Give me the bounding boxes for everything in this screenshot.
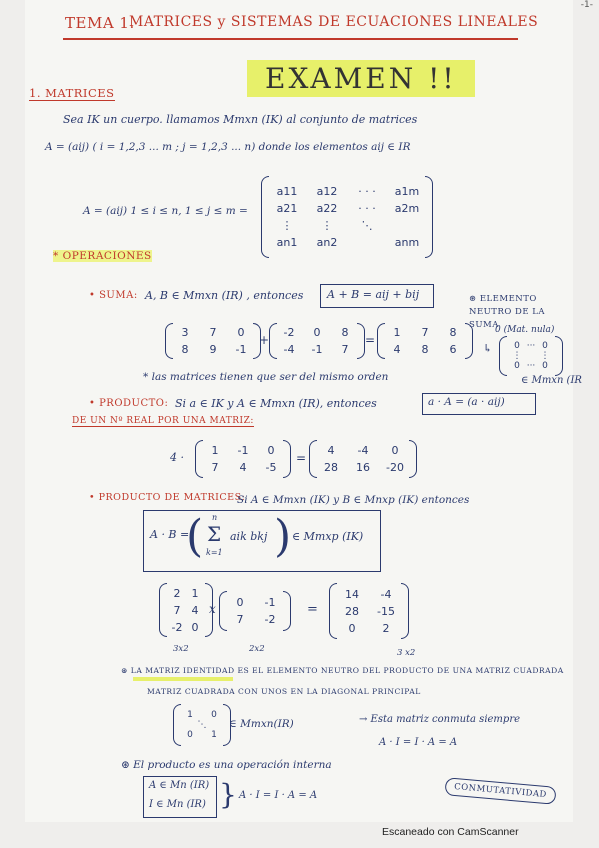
- page-number: -1-: [580, 0, 593, 10]
- producto-sub: DE UN Nº REAL POR UNA MATRIZ:: [72, 416, 254, 426]
- exam-badge: EXAMEN !!: [247, 60, 475, 97]
- matrix-cell: 0: [542, 361, 548, 371]
- dim-label-3: 3 x2: [397, 648, 416, 658]
- paren-close: ): [274, 511, 292, 562]
- scanner-footer: Escaneado con CamScanner: [382, 826, 519, 838]
- interna-line: ⊛ El producto es una operación interna: [121, 759, 332, 771]
- matrix-cell: -20: [386, 461, 404, 474]
- pm-matrix-1: [159, 583, 213, 637]
- matrix-cell: 8: [341, 326, 349, 339]
- matrix-cell: anm: [394, 236, 420, 249]
- matrix-cell: a21: [276, 202, 298, 215]
- matrix-cell: 4: [393, 343, 401, 356]
- matrix-cell: 28: [324, 461, 338, 474]
- equals-sign-3: =: [307, 602, 318, 617]
- matrix-cell: ⋮: [540, 351, 550, 361]
- interna-result: A · I = I · A = A: [239, 790, 318, 801]
- producto-matrix: [195, 440, 291, 478]
- matrix-cell: 0: [348, 621, 356, 635]
- pm-matrix-2-grid: [227, 596, 283, 626]
- pm-matrix-2: [219, 591, 291, 631]
- conmutatividad-tag: CONMUTATIVIDAD: [444, 777, 556, 805]
- page-title: MATRICES y SISTEMAS DE ECUACIONES LINEALES: [129, 14, 539, 30]
- matrix-cell: 28: [345, 604, 359, 618]
- sum-bottom: k=1: [206, 548, 223, 557]
- title-underline: [63, 38, 518, 40]
- matrix-cell: 0: [313, 326, 321, 339]
- suma-label: • SUMA:: [89, 290, 138, 301]
- matrix-cell: 7: [236, 613, 244, 626]
- matrix-cell: 0: [267, 444, 275, 457]
- matrix-cell: -2: [264, 613, 276, 626]
- matrix-cell: 0: [237, 326, 245, 339]
- suma-matrix-2: [269, 323, 365, 359]
- identidad-line-1: ⊛ LA MATRIZ IDENTIDAD ES EL ELEMENTO NEUTRO DEL PRODUCTO DE UNA MATRIZ CUADRADA: [121, 666, 564, 675]
- matrix-cell: 0: [542, 341, 548, 351]
- matrix-cell: 0: [391, 444, 399, 457]
- matrix-cell: 4: [239, 461, 247, 474]
- matrix-cell: -1: [264, 596, 276, 609]
- matrix-cell: 16: [356, 461, 370, 474]
- matrix-cell: 0: [514, 341, 520, 351]
- suma-formula-box: [320, 284, 434, 308]
- matrix-cell: 8: [449, 326, 457, 339]
- matrix-cell: · · ·: [358, 185, 376, 198]
- identity-matrix-grid: [181, 710, 223, 740]
- identity-note: → Esta matriz conmuta siempre: [359, 714, 521, 725]
- identidad-line-2: MATRIZ CUADRADA CON UNOS EN LA DIAGONAL PRINCIPAL: [147, 687, 421, 696]
- suma-result-matrix: [377, 323, 473, 359]
- sum-body: aik bkj: [230, 530, 268, 543]
- matrix-cell: 1: [211, 444, 219, 457]
- matrix-cell: 0: [236, 596, 244, 609]
- matrix-cell: -15: [377, 604, 395, 618]
- matrix-cell: -1: [237, 444, 249, 457]
- matrix-cell: [525, 351, 537, 361]
- matrix-cell: 7: [209, 326, 217, 339]
- pm-result-matrix: [329, 583, 409, 639]
- matrix-cell: ⋮: [512, 351, 522, 361]
- dim-label-1: 3x2: [173, 644, 189, 654]
- matrix-cell: [209, 720, 219, 730]
- matrix-cell: a22: [316, 202, 338, 215]
- matrix-cell: -4: [283, 343, 295, 356]
- formula-rhs: ∈ Mmxp (IK): [292, 530, 364, 543]
- producto-matrices-label: • PRODUCTO DE MATRICES:: [89, 492, 246, 503]
- equals-sign: =: [365, 333, 376, 347]
- matrix-cell: [185, 720, 195, 730]
- matrix-cell: 1: [191, 586, 199, 600]
- suma-text: A, B ∈ Mmxn (IR) , entonces: [145, 289, 304, 302]
- matrix-cell: 4: [191, 603, 199, 617]
- producto-matrices-formula-box: [143, 510, 381, 572]
- matrix-cell: -5: [265, 461, 277, 474]
- matrix-cell: [353, 236, 381, 249]
- formula-lhs: A · B =: [150, 528, 190, 541]
- matrix-cell: 8: [421, 343, 429, 356]
- generic-matrix: [261, 176, 433, 258]
- producto-result-matrix: [309, 440, 417, 478]
- suma-matrix-1-grid: [173, 326, 253, 356]
- producto-formula: a · A = (a · aij): [428, 396, 505, 408]
- matrix-cell: a2m: [394, 202, 420, 215]
- matrix-cell: 7: [421, 326, 429, 339]
- matrix-cell: ⋱: [361, 219, 373, 232]
- identity-matrix: [173, 704, 231, 746]
- sum-top: n: [212, 513, 218, 522]
- intro-line-1: Sea IK un cuerpo. llamamos Mmxn (IK) al conjunto de matrices: [63, 113, 418, 126]
- neutro-title: ⊛ ELEMENTO NEUTRO DE LA SUMA: [469, 294, 546, 330]
- times-sign: x: [209, 602, 216, 616]
- matrix-cell: an1: [276, 236, 298, 249]
- neutro-matrix-grid: [507, 341, 555, 371]
- matrix-cell: 7: [211, 461, 219, 474]
- interna-cond-2: I ∈ Mn (IR): [149, 799, 206, 810]
- intro-line-2: A = (aij) ( i = 1,2,3 ... m ; j = 1,2,3 ... n) donde los elementos aij ∈ IR: [45, 141, 411, 153]
- generic-matrix-grid: [269, 185, 425, 249]
- dim-label-2: 2x2: [249, 644, 265, 654]
- producto-result-grid: [317, 444, 409, 474]
- sigma-icon: Σ: [207, 522, 222, 546]
- matrix-cell: 1: [393, 326, 401, 339]
- paren-open: (: [186, 511, 204, 562]
- matrix-cell: -2: [283, 326, 295, 339]
- brace-icon: }: [219, 778, 237, 811]
- suma-result-grid: [385, 326, 465, 356]
- pm-matrix-1-grid: [167, 587, 205, 634]
- equals-sign-2: =: [296, 451, 307, 465]
- arrow-icon: ↳: [483, 342, 493, 355]
- matrix-cell: 0: [211, 710, 217, 720]
- definition-label: A = (aij) 1 ≤ i ≤ n, 1 ≤ j ≤ m =: [83, 205, 248, 217]
- operaciones-heading: * OPERACIONES: [53, 250, 152, 262]
- producto-formula-box: [422, 393, 536, 415]
- neutro-matrix: [499, 336, 563, 376]
- matrix-cell: 0: [187, 730, 193, 740]
- notebook-page: [25, 0, 582, 822]
- matrix-cell: an2: [316, 236, 338, 249]
- producto-matrices-text: Si A ∈ Mmxn (IK) y B ∈ Mnxp (IK) entonces: [237, 494, 470, 506]
- suma-formula: A + B = aij + bij: [327, 288, 420, 301]
- matrix-cell: a12: [316, 185, 338, 198]
- matrix-cell: ⋱: [197, 720, 207, 730]
- matrix-cell: 0: [191, 620, 199, 634]
- matrix-cell: 0: [514, 361, 520, 371]
- producto-text: Si a ∈ IK y A ∈ Mmxn (IR), entonces: [175, 397, 377, 410]
- matrix-cell: ⋮: [281, 219, 293, 232]
- matrix-cell: 2: [173, 586, 181, 600]
- identity-set: ∈ Mmxn(IR): [229, 718, 294, 730]
- matrix-cell: -2: [171, 620, 183, 634]
- section-heading: 1. MATRICES: [29, 86, 115, 100]
- matrix-cell: 2: [382, 621, 390, 635]
- matrix-cell: 8: [181, 343, 189, 356]
- matrix-cell: 14: [345, 587, 359, 601]
- matrix-cell: a11: [276, 185, 298, 198]
- producto-label: • PRODUCTO:: [89, 398, 169, 409]
- suma-note: * las matrices tienen que ser del mismo orden: [143, 371, 389, 383]
- pm-result-grid: [337, 588, 401, 635]
- plus-sign: +: [259, 333, 270, 347]
- matrix-cell: ⋮: [321, 219, 333, 232]
- identity-eq: A · I = I · A = A: [379, 737, 458, 748]
- matrix-cell: -1: [235, 343, 247, 356]
- suma-matrix-2-grid: [277, 326, 357, 356]
- scalar-factor: 4 ·: [170, 451, 184, 464]
- matrix-cell: [197, 730, 207, 740]
- matrix-cell: [197, 710, 207, 720]
- matrix-cell: a1m: [394, 185, 420, 198]
- title-prefix: TEMA 1.: [65, 14, 135, 32]
- matrix-cell: 1: [187, 710, 193, 720]
- matrix-cell: ···: [526, 341, 536, 351]
- matrix-cell: · · ·: [358, 202, 376, 215]
- matrix-cell: 1: [211, 730, 217, 740]
- matrix-cell: 6: [449, 343, 457, 356]
- suma-matrix-1: [165, 323, 261, 359]
- matrix-cell: -4: [380, 587, 392, 601]
- neutro-set: ∈ Mmxn (IR: [521, 375, 582, 386]
- matrix-cell: 7: [173, 603, 181, 617]
- matrix-cell: 4: [327, 444, 335, 457]
- matrix-cell: [393, 219, 421, 232]
- neutro-sub: 0 (Mat. nula): [495, 325, 555, 335]
- matrix-cell: -1: [311, 343, 323, 356]
- matrix-cell: 9: [209, 343, 217, 356]
- matrix-cell: 7: [341, 343, 349, 356]
- producto-matrix-grid: [203, 444, 283, 474]
- identidad-highlight: [133, 677, 233, 681]
- matrix-cell: ···: [526, 361, 536, 371]
- matrix-cell: -4: [357, 444, 369, 457]
- interna-cond-1: A ∈ Mn (IR): [149, 780, 210, 791]
- matrix-cell: 3: [181, 326, 189, 339]
